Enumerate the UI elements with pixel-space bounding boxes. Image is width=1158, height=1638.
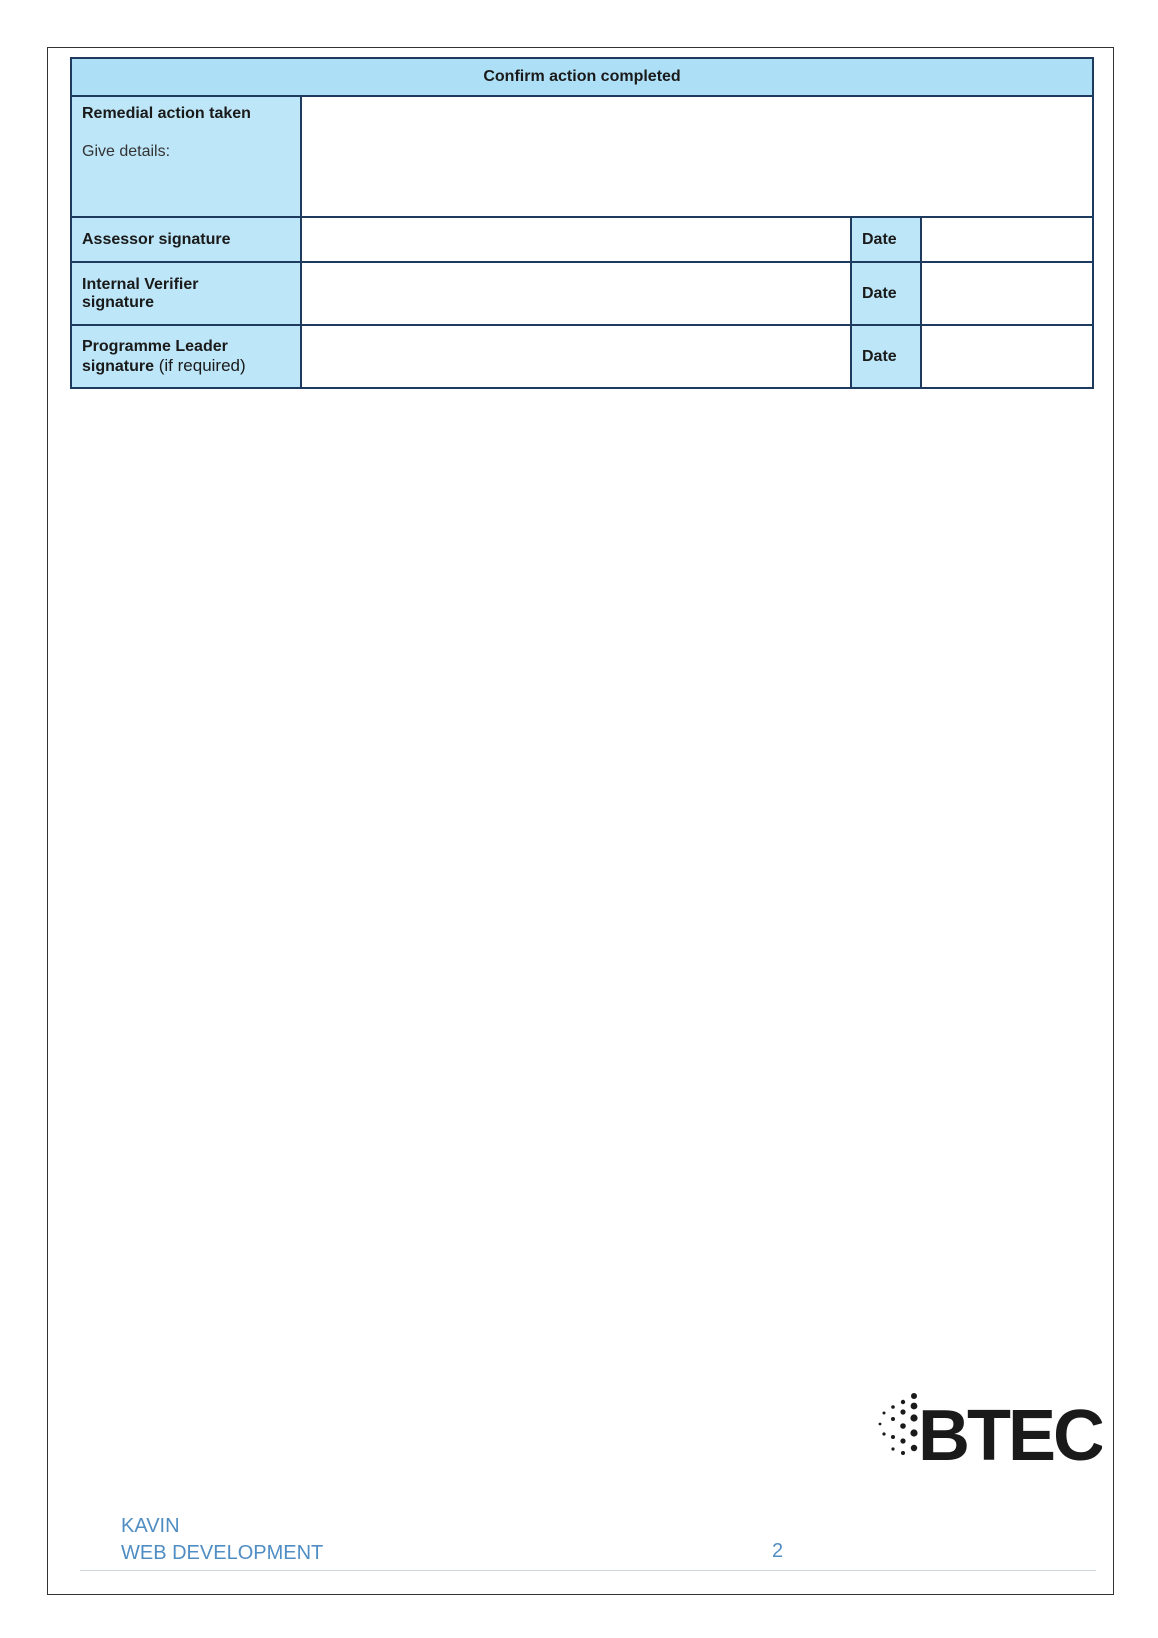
give-details-label: Give details:: [82, 143, 171, 160]
internal-verifier-date-label: Date: [851, 262, 921, 325]
logo-dots-icon: [879, 1393, 918, 1455]
internal-verifier-label-line1: Internal Verifier: [82, 275, 199, 293]
assessor-date-field[interactable]: [921, 217, 1093, 262]
assessor-date-label: Date: [851, 217, 921, 262]
programme-leader-label-line1: Programme Leader: [82, 337, 228, 355]
btec-logo: [876, 1390, 1102, 1464]
programme-leader-signature-field[interactable]: [301, 325, 851, 388]
remedial-action-label: Remedial action taken: [82, 105, 251, 122]
confirm-action-table: [70, 57, 1094, 389]
internal-verifier-label-line2: signature: [82, 293, 155, 311]
programme-leader-date-field[interactable]: [921, 325, 1093, 388]
footer-subject: WEB DEVELOPMENT: [121, 1542, 324, 1564]
remedial-action-label-cell: [71, 96, 301, 217]
programme-leader-date-label: Date: [851, 325, 921, 388]
remedial-action-field[interactable]: [301, 96, 1093, 217]
internal-verifier-signature-field[interactable]: [301, 262, 851, 325]
footer-divider: [80, 1570, 1096, 1571]
programme-leader-label-normal: (if required): [154, 355, 246, 375]
table-header: Confirm action completed: [71, 58, 1093, 96]
assessor-signature-field[interactable]: [301, 217, 851, 262]
internal-verifier-label-cell: [71, 262, 301, 325]
assessor-signature-label: Assessor signature: [71, 217, 301, 262]
page-number: 2: [772, 1540, 784, 1562]
programme-leader-label-cell: [71, 325, 301, 388]
footer-name: KAVIN: [121, 1515, 180, 1537]
programme-leader-label-bold: signature: [82, 357, 155, 375]
internal-verifier-date-field[interactable]: [921, 262, 1093, 325]
btec-logo-text: BTEC: [918, 1396, 1102, 1464]
footer-author: [121, 1513, 323, 1567]
